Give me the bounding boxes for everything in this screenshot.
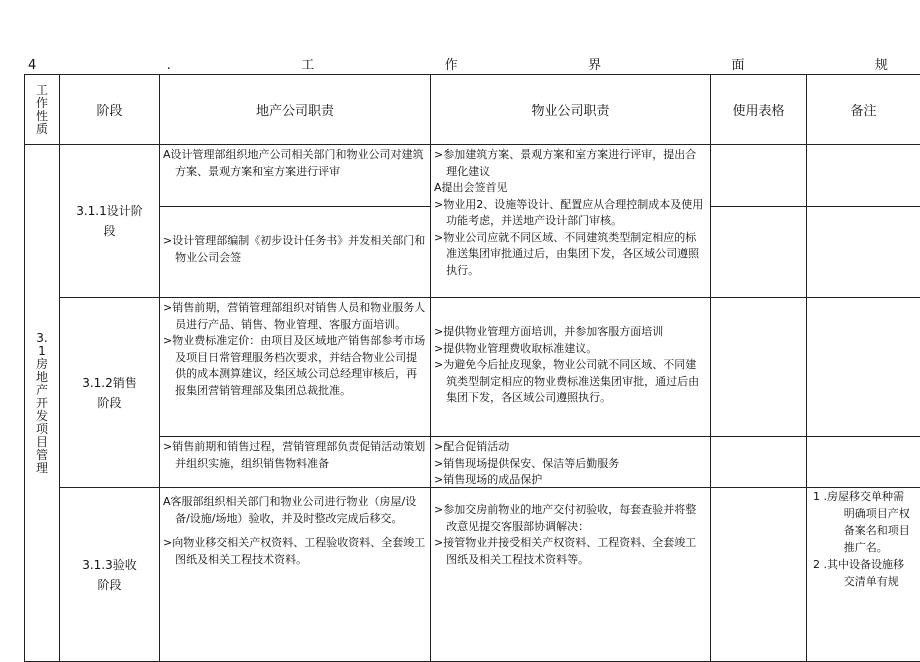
sales-notes-2 [806,436,920,488]
heading-char: . [166,58,171,73]
design-forms-2 [710,206,807,298]
sales-developer-1: >销售前期，营销管理部组织对销售人员和物业服务人员进行产品、销售、物业管理、客服方面培训。 >物业费标准定价：由项目及区域地产销售部参考市场及项目日常管理服务档次要求，并结合物业公司提供的成本测算建议，经区域公司总经理审核后，再报集团营销管理部及集团总裁批准。 [159,297,431,437]
design-developer-1: A设计管理部组织地产公司相关部门和物业公司对建筑方案、景观方案和室方案进行评审 [159,144,431,207]
header-notes: 备注 [806,74,920,145]
header-stage: 阶段 [59,74,160,145]
heading-char: 作 [444,58,458,73]
stage-sales: 3.1.2销售阶段 [59,297,160,488]
section-label: 3.1房地产开发项目管理 [24,144,60,662]
header-nature: 工作性质 [24,74,60,145]
design-property: >参加建筑方案、景观方案和室方案进行评审，提出合理化建议 A提出会签首见 >物业用2、设施等设计、配置应从合理控制成本及使用功能考虑，并送地产设计部门审核。 >物业公司应就不同区域、不同建筑类型制定相应的标准送集团审批通过后，由集团下发，各区域公司遵照执行。 [430,144,711,298]
sales-forms-1 [710,297,807,437]
heading-char: 规 [874,58,888,73]
design-notes-1 [806,144,920,207]
design-notes-2 [806,206,920,298]
section-heading [28,57,888,75]
acceptance-notes: 1 .房屋移交单种需明确项目产权备案名和项目推广名。 2 .其中设备设施移交清单有规 [806,487,920,662]
sales-developer-2: >销售前期和销售过程，营销管理部负责促销活动策划并组织实施，组织销售物料准备 [159,436,431,488]
header-developer: 地产公司职责 [159,74,431,145]
sales-property-1: >提供物业管理方面培训，并参加客服方面培训 >提供物业管理费收取标准建议。 >为避免今后扯皮现象，物业公司就不同区域、不同建筑类型制定相应的物业费标准送集团审批，通过后由集团下发，各区域公司遵照执行。 [430,297,711,437]
stage-design: 3.1.1设计阶段 [59,144,160,298]
acceptance-forms [710,487,807,662]
design-developer-2: >设计管理部编制《初步设计任务书》并发相关部门和物业公司会签 [159,206,431,298]
design-forms-1 [710,144,807,207]
header-forms: 使用表格 [710,74,807,145]
acceptance-developer: A客服部组织相关部门和物业公司进行物业（房屋/设备/设施/场地）验收，并及时整改完成后移交。 >向物业移交相关产权资料、工程验收资料、全套竣工图纸及相关工程技术资料。 [159,487,431,662]
acceptance-property: >参加交房前物业的地产交付初验收，每套查验并将整改意见提交客服部协调解决： >接管物业并接受相关产权资料、工程资料、全套竣工图纸及相关工程技术资料等。 [430,487,711,662]
heading-char: 界 [588,58,602,73]
heading-char: 工 [301,58,315,73]
heading-char: 面 [731,58,745,73]
header-property: 物业公司职责 [430,74,711,145]
stage-acceptance: 3.1.3验收阶段 [59,487,160,662]
sales-forms-2 [710,436,807,488]
heading-char: 4 [28,58,37,73]
sales-property-2: >配合促销活动 >销售现场提供保安、保洁等后勤服务 >销售现场的成品保护 [430,436,711,488]
sales-notes-1 [806,297,920,437]
